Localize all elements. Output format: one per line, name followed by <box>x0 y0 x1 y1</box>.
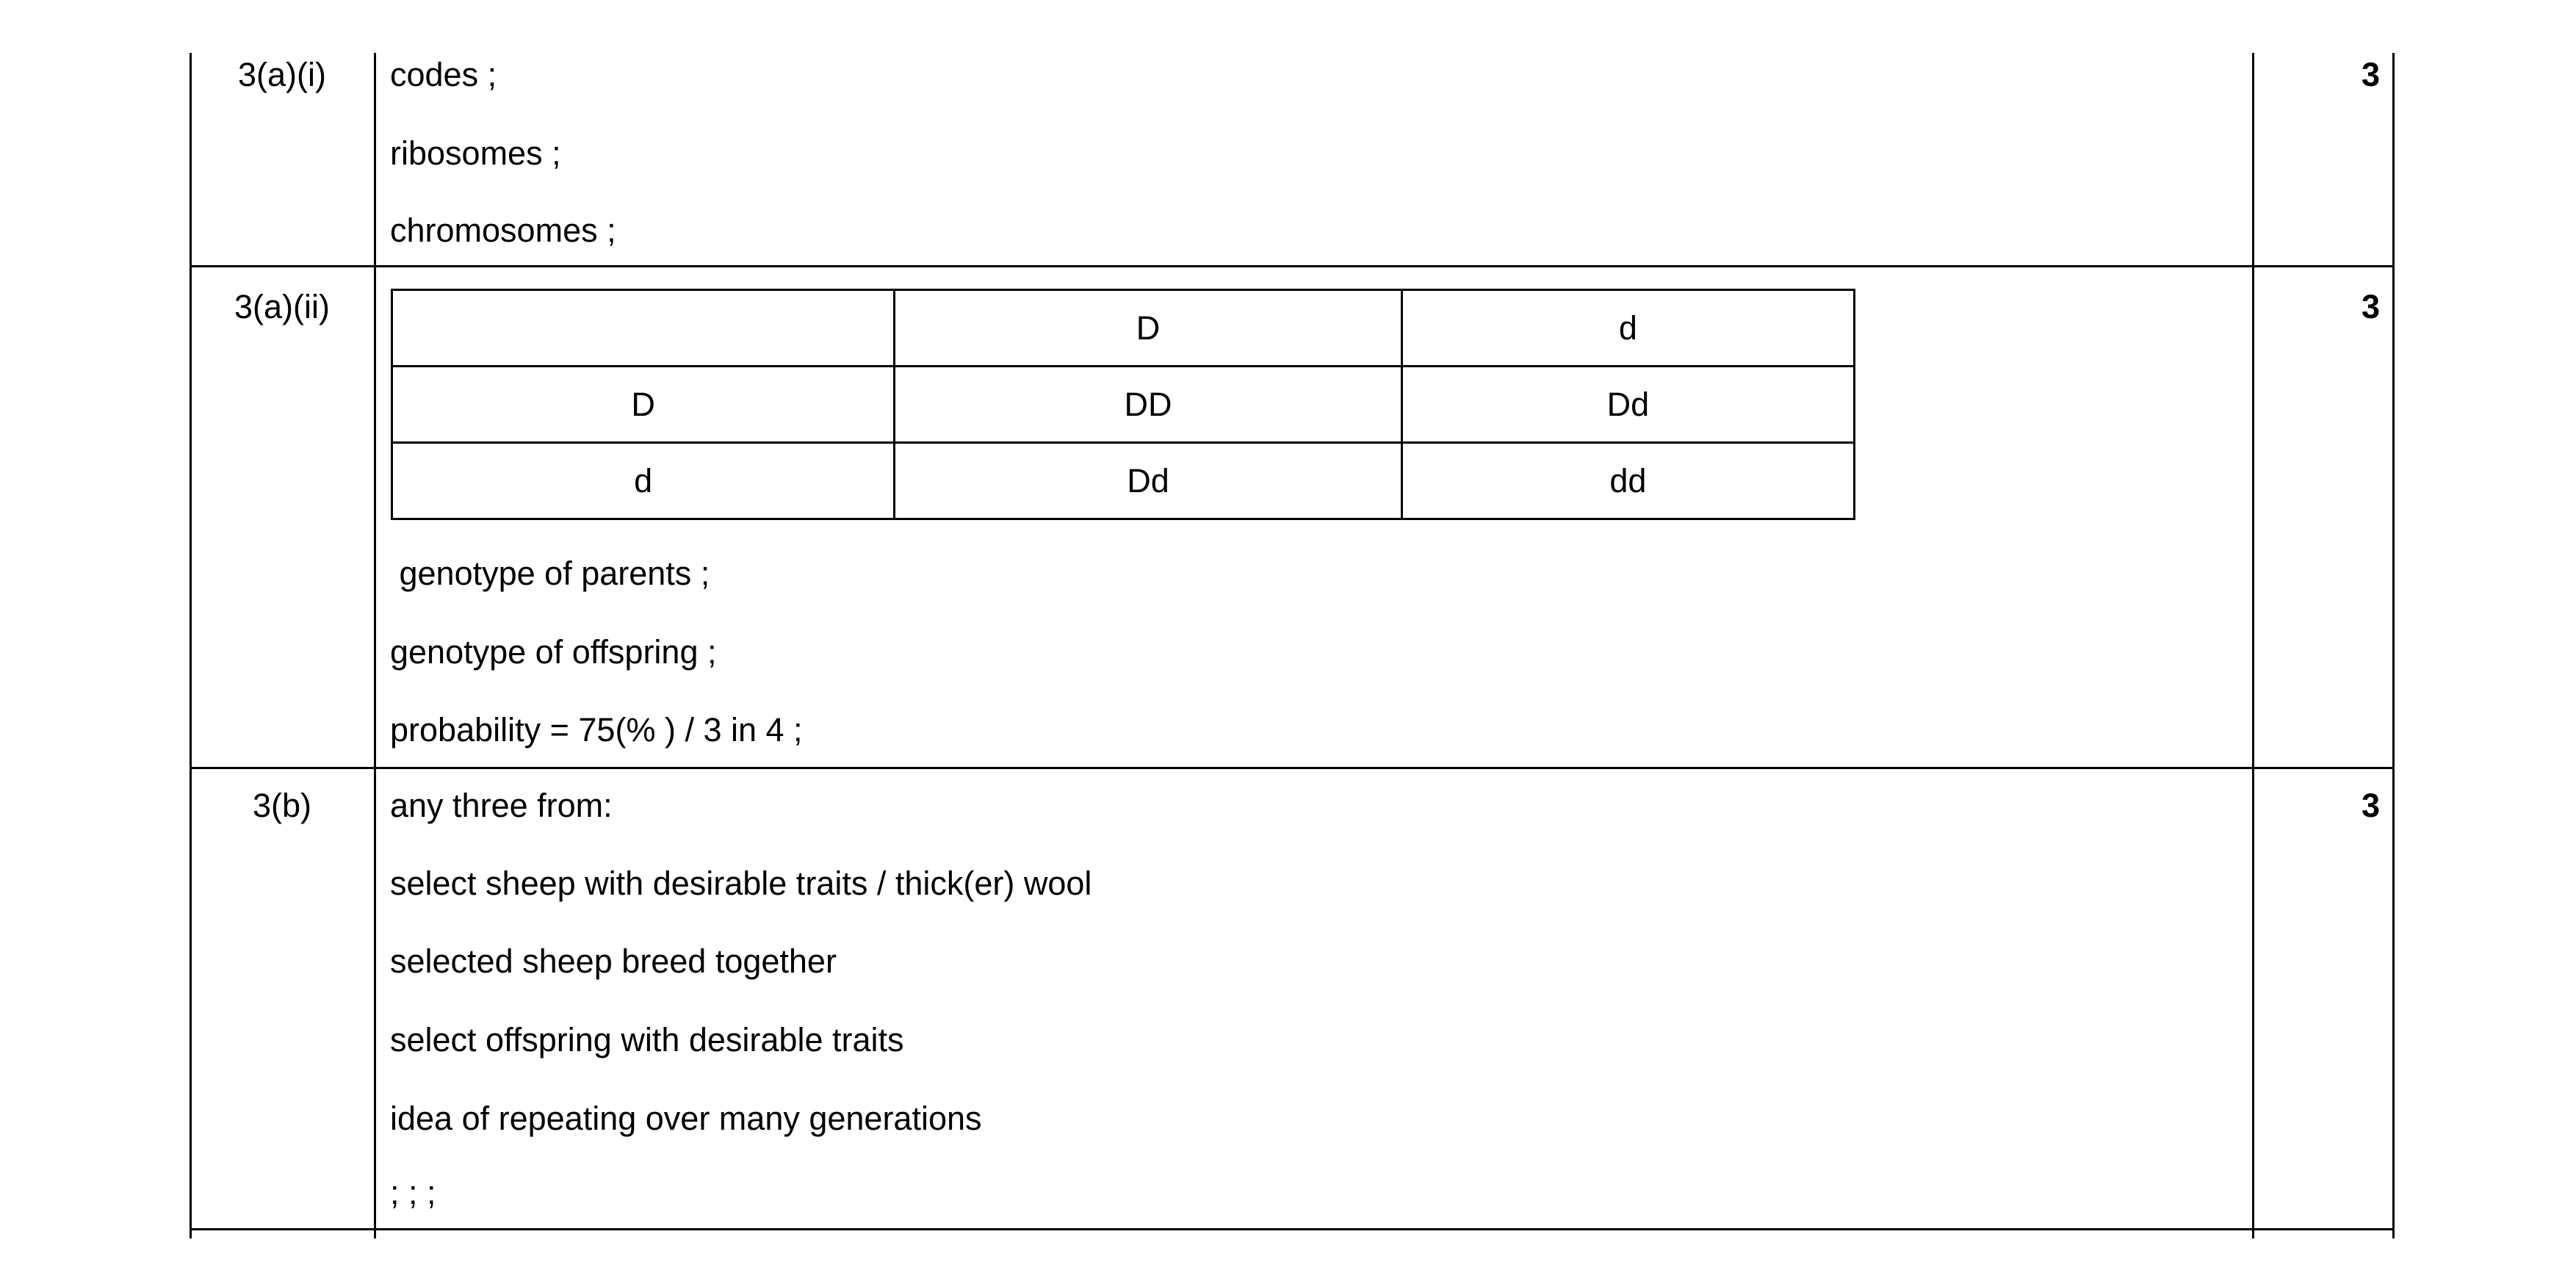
punnett-row <box>392 367 1855 443</box>
answer-line: idea of repeating over many generations <box>390 1100 982 1137</box>
answer-line: probability = 75(% ) / 3 in 4 ; <box>390 711 803 749</box>
answer-line: chromosomes ; <box>390 212 616 249</box>
punnett-cell <box>392 290 895 367</box>
punnett-cell: dd <box>1401 443 1854 519</box>
table-border-right <box>2392 53 2395 1238</box>
question-number: 3(a)(i) <box>238 56 326 93</box>
table-border-bottom <box>190 1228 2395 1230</box>
punnett-cell: D <box>895 290 1401 367</box>
answer-line: ribosomes ; <box>390 134 561 172</box>
answer-line: genotype of parents ; <box>390 555 710 592</box>
punnett-cell: d <box>392 443 895 519</box>
answer-line: ; ; ; <box>390 1174 436 1211</box>
punnett-row <box>392 443 1855 519</box>
punnett-cell: Dd <box>1401 367 1854 443</box>
answer-line: select sheep with desirable traits / thick(er) wool <box>390 865 1092 902</box>
punnett-header-row <box>392 290 1855 367</box>
punnett-square <box>391 289 1855 520</box>
answer-line: select offspring with desirable traits <box>390 1021 904 1058</box>
row-divider <box>190 767 2395 769</box>
row-divider <box>190 265 2395 267</box>
answer-line: genotype of offspring ; <box>390 633 717 671</box>
table-divider-mark <box>2252 53 2254 1238</box>
answer-line: selected sheep breed together <box>390 942 837 980</box>
table-border-left <box>190 53 192 1238</box>
question-number: 3(a)(ii) <box>234 288 330 325</box>
punnett-cell: DD <box>895 367 1401 443</box>
answer-line: codes ; <box>390 56 497 93</box>
mark-value: 3 <box>2361 288 2380 325</box>
mark-value: 3 <box>2361 56 2380 93</box>
table-divider-question <box>374 53 376 1238</box>
punnett-cell: d <box>1401 290 1854 367</box>
punnett-cell: Dd <box>895 443 1401 519</box>
answer-line: any three from: <box>390 787 613 824</box>
mark-value: 3 <box>2361 787 2380 824</box>
punnett-cell: D <box>392 367 895 443</box>
question-number: 3(b) <box>252 787 312 824</box>
